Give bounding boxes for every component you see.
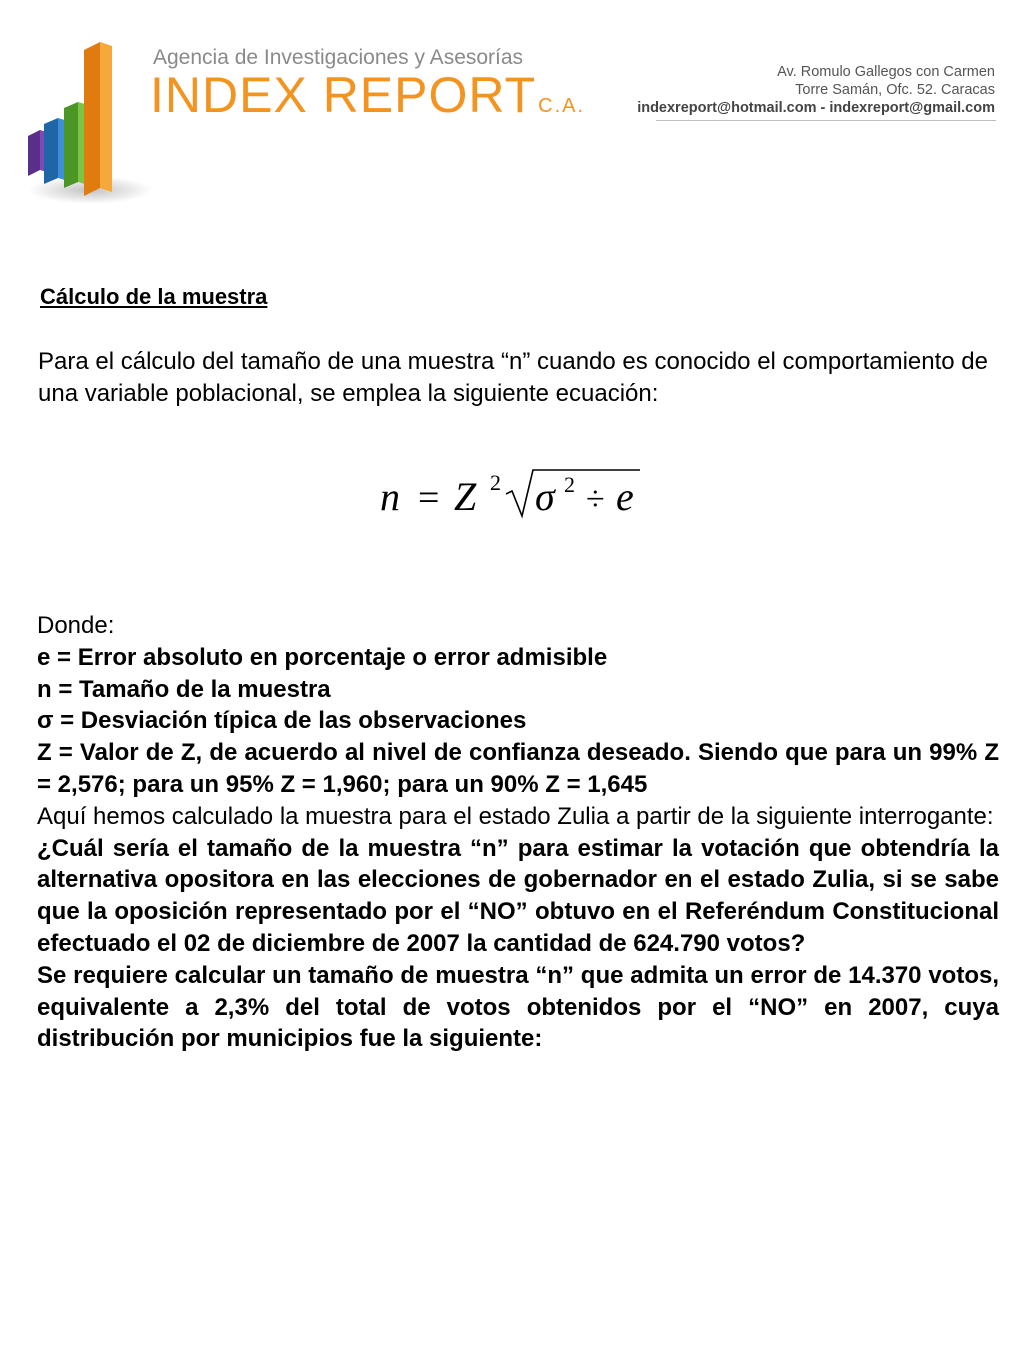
brand-name	[150, 67, 586, 123]
where-label: Donde:	[37, 612, 115, 639]
formula-equals: =	[418, 477, 440, 519]
definitions-section	[37, 610, 999, 1055]
formula-sigma: σ	[535, 474, 555, 519]
formula-z-exponent: 2	[490, 470, 501, 495]
definition-z: Z = Valor de Z, de acuerdo al nivel de confianza deseado. Siendo que para un 99% Z = 2,576; para un 95% Z = 1,960; para un 90% Z = 1,645	[37, 739, 999, 798]
context-paragraph: Aquí hemos calculado la muestra para el estado Zulia a partir de la siguiente interrogante:	[37, 802, 994, 830]
sample-size-formula	[378, 462, 648, 532]
formula-n: n	[380, 474, 400, 519]
letterhead	[0, 0, 1024, 220]
intro-paragraph: Para el cálculo del tamaño de una muestra “n” cuando es conocido el comportamiento de una variable poblacional, se emplea la siguiente ecuación:	[38, 348, 988, 407]
definition-e: e = Error absoluto en porcentaje o error admisible	[37, 643, 608, 671]
formula-e: e	[616, 474, 634, 519]
bar-chart-logo-icon	[20, 30, 160, 205]
formula-sigma-exponent: 2	[564, 472, 575, 497]
formula-divide: ÷	[586, 481, 605, 518]
definition-n: n = Tamaño de la muestra	[37, 675, 331, 703]
address-line-2: Torre Samán, Ofc. 52. Caracas	[795, 82, 995, 98]
definition-sigma: σ = Desviación típica de las observaciones	[37, 707, 527, 735]
agency-name: Agencia de Investigaciones y Asesorías	[153, 46, 524, 69]
address-line-1: Av. Romulo Gallegos con Carmen	[777, 64, 995, 80]
header-divider	[656, 120, 996, 121]
page-title: Cálculo de la muestra	[40, 284, 268, 309]
research-question: ¿Cuál sería el tamaño de la muestra “n” para estimar la votación que obtendría la alternativa opositora en las elecciones de gobernador en el estado Zulia, si se sabe que la oposición representado por el “NO” obtuvo en el Referéndum Constitucional efectuado el 02 de diciembre de 2007 la cantidad de 624.790 votos?	[37, 834, 999, 957]
brand-name-text: INDEX REPORT	[150, 67, 537, 123]
contact-emails: indexreport@hotmail.com - indexreport@gmail.com	[637, 100, 995, 116]
brand-suffix: C.A.	[538, 95, 586, 117]
formula-z: Z	[454, 474, 477, 519]
requirement-paragraph: Se requiere calcular un tamaño de muestra “n” que admita un error de 14.370 votos, equivalente a 2,3% del total de votos obtenidos por el “NO” en 2007, cuya distribución por municipios fue la siguiente:	[37, 961, 999, 1053]
